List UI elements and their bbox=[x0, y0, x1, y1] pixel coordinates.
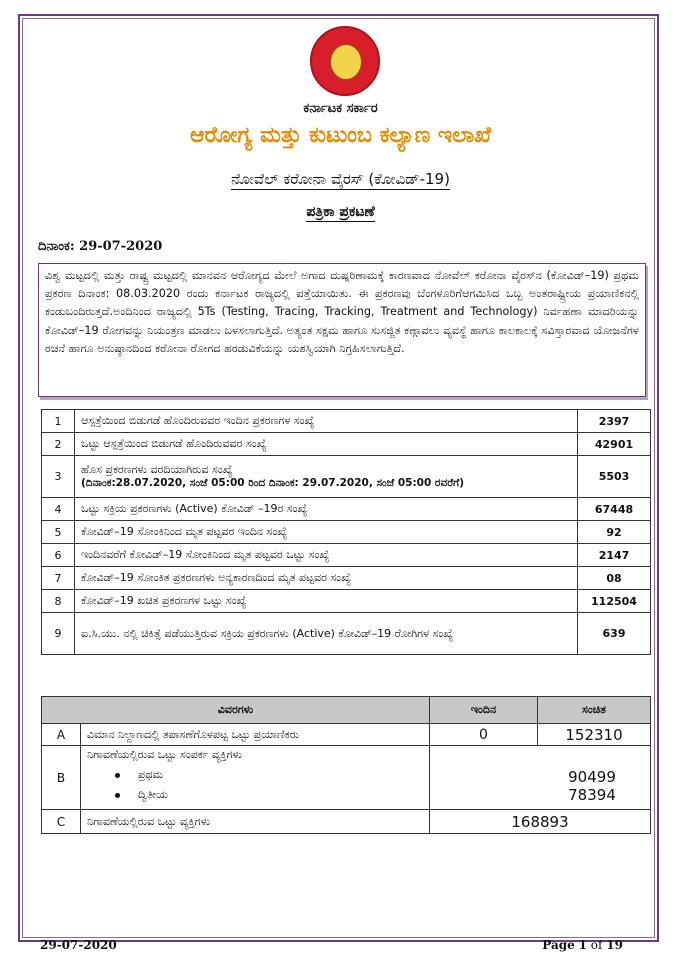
sub-item-label: ದ್ವಿತೀಯ bbox=[138, 788, 168, 801]
table-row bbox=[42, 544, 651, 567]
bullet-icon bbox=[115, 773, 120, 778]
row-label: ನಿಗಾವಣೆಯಲ್ಲಿರುವ ಒಟ್ಟು ಸಂಪರ್ಕ ವ್ಯಕ್ತಿಗಳು bbox=[87, 748, 242, 761]
row-value: 2397 bbox=[578, 410, 651, 433]
government-name: ಕರ್ನಾಟಕ ಸರ್ಕಾರ bbox=[303, 101, 378, 116]
list-item bbox=[115, 768, 423, 782]
footer-date: 29-07-2020 bbox=[40, 938, 117, 952]
row-label: ವಿಮಾನ ನಿಲ್ದಾಣದಲ್ಲಿ ತಪಾಸಣೆಗೊಳಪಟ್ಟ ಒಟ್ಟು ಪ್ರಯಾಣಿಕರು bbox=[81, 724, 430, 746]
details-header-row bbox=[42, 697, 651, 724]
row-cumulative: 168893 bbox=[430, 810, 651, 834]
table-row bbox=[42, 410, 651, 433]
page-total: 19 bbox=[606, 938, 623, 952]
row-label: ಹೊಸ ಪ್ರಕರಣಗಳು ವರದಿಯಾಗಿರುವ ಸಂಖ್ಯೆ bbox=[81, 463, 233, 476]
row-value: 67448 bbox=[578, 498, 651, 521]
header-details: ವಿವರಗಳು bbox=[42, 697, 430, 724]
header-today: ಇಂದಿನ bbox=[430, 697, 538, 724]
row-label-cell bbox=[75, 456, 578, 498]
row-label: ಇಂದಿನವರೆಗೆ ಕೋವಿಡ್–19 ಸೋಂಕಿನಿಂದ ಮೃತ ಪಟ್ಟವರ ಒಟ್ಟು ಸಂಖ್ಯೆ bbox=[75, 544, 578, 567]
seal-emblem bbox=[330, 44, 362, 80]
details-table bbox=[41, 696, 651, 834]
table-row bbox=[42, 433, 651, 456]
of-word: of bbox=[590, 938, 603, 952]
row-number: 5 bbox=[42, 521, 75, 544]
bullet-icon bbox=[115, 793, 120, 798]
row-number: 4 bbox=[42, 498, 75, 521]
karnataka-seal-icon bbox=[310, 26, 380, 96]
page-word: Page bbox=[542, 938, 575, 952]
row-number: 7 bbox=[42, 567, 75, 590]
page-number bbox=[542, 938, 623, 952]
row-value: 92 bbox=[578, 521, 651, 544]
doc-type-heading bbox=[0, 204, 681, 220]
row-number: 9 bbox=[42, 613, 75, 655]
row-number: 8 bbox=[42, 590, 75, 613]
table-row bbox=[42, 724, 651, 746]
table-row bbox=[42, 590, 651, 613]
row-value: 112504 bbox=[578, 590, 651, 613]
table-row bbox=[42, 613, 651, 655]
row-label: ಕೋವಿಡ್–19 ಸೋಂಕಿತ ಪ್ರಕರಣಗಳು ಅನ್ಯಕಾರಣದಿಂದ ಮೃತ ಪಟ್ಟವರ ಸಂಖ್ಯೆ bbox=[75, 567, 578, 590]
row-today: 0 bbox=[430, 724, 538, 746]
row-key: C bbox=[42, 810, 81, 834]
table-row bbox=[42, 456, 651, 498]
row-label-cell bbox=[81, 746, 430, 810]
row-label: ನಿಗಾವಣೆಯಲ್ಲಿರುವ ಒಟ್ಟು ವ್ಯಕ್ತಿಗಳು bbox=[81, 810, 430, 834]
row-value: 08 bbox=[578, 567, 651, 590]
page-current: 1 bbox=[578, 938, 587, 952]
row-number: 2 bbox=[42, 433, 75, 456]
row-number: 3 bbox=[42, 456, 75, 498]
list-item bbox=[115, 788, 423, 802]
table-row bbox=[42, 521, 651, 544]
subject-heading bbox=[0, 170, 681, 188]
header-cumulative: ಸಂಚಿತ bbox=[538, 697, 651, 724]
cumulative-second: 78394 bbox=[568, 785, 616, 804]
row-value: 2147 bbox=[578, 544, 651, 567]
row-cumulative: 152310 bbox=[538, 724, 651, 746]
row-label: ಐ.ಸಿ.ಯು. ನಲ್ಲಿ ಚಿಕಿತ್ಸೆ ಪಡೆಯುತ್ತಿರುವ ಸಕ್ರಿಯ ಪ್ರಕರಣಗಳು (Active) ಕೋವಿಡ್–19 ರೋಗಿಗಳ ಸಂಖ್ಯೆ bbox=[75, 613, 578, 655]
row-label: ಕೋವಿಡ್–19 ಸೋಂಕಿನಿಂದ ಮೃತ ಪಟ್ಟವರ ಇಂದಿನ ಸಂಖ್ಯೆ bbox=[75, 521, 578, 544]
row-label: ಒಟ್ಟು ಸಕ್ರಿಯ ಪ್ರಕರಣಗಳು (Active) ಕೋವಿಡ್ –19ರ ಸಂಖ್ಯೆ bbox=[75, 498, 578, 521]
row-label: ಆಸ್ಪತ್ರೆಯಿಂದ ಬಿಡುಗಡೆ ಹೊಂದಿರುವವರ ಇಂದಿನ ಪ್ರಕರಣಗಳ ಸಂಖ್ಯೆ bbox=[75, 410, 578, 433]
row-label: ಒಟ್ಟು ಆಸ್ಪತ್ರೆಯಿಂದ ಬಿಡುಗಡೆ ಹೊಂದಿರುವವರ ಸಂಖ್ಯೆ bbox=[75, 433, 578, 456]
row-value: 5503 bbox=[578, 456, 651, 498]
sub-item-label: ಪ್ರಥಮ bbox=[138, 768, 164, 781]
table-row bbox=[42, 746, 651, 810]
row-key: B bbox=[42, 746, 81, 810]
subject-text: ನೋವೆಲ್ ಕರೋನಾ ವೈರಸ್ (ಕೋವಿಡ್-19) bbox=[231, 170, 450, 188]
row-value: 639 bbox=[578, 613, 651, 655]
row-number: 6 bbox=[42, 544, 75, 567]
row-label: ಕೋವಿಡ್–19 ಖಚಿತ ಪ್ರಕರಣಗಳ ಒಟ್ಟು ಸಂಖ್ಯೆ bbox=[75, 590, 578, 613]
cumulative-first: 90499 bbox=[568, 767, 616, 786]
department-title: ಆರೋಗ್ಯ ಮತ್ತು ಕುಟುಂಬ ಕಲ್ಯಾಣ ಇಲಾಖೆ bbox=[189, 122, 492, 148]
row-sublabel: (ದಿನಾಂಕ:28.07.2020, ಸಂಜೆ 05:00 ರಿಂದ ದಿನಾಂಕ: 29.07.2020, ಸಂಜೆ 05:00 ರವರೆಗೆ) bbox=[81, 477, 465, 489]
table-row bbox=[42, 498, 651, 521]
table-row bbox=[42, 567, 651, 590]
row-value: 42901 bbox=[578, 433, 651, 456]
row-key: A bbox=[42, 724, 81, 746]
table-row bbox=[42, 810, 651, 834]
doc-type-text: ಪತ್ರಿಕಾ ಪ್ರಕಟಣೆ bbox=[306, 204, 375, 220]
row-cumulative-cell bbox=[430, 746, 651, 810]
intro-paragraph: ವಿಶ್ವ ಮಟ್ಟದಲ್ಲಿ ಮತ್ತು ರಾಷ್ಟ್ರ ಮಟ್ಟದಲ್ಲಿ ಮಾನವನ ಆರೋಗ್ಯದ ಮೇಲೆ ಅಗಾದ ದುಷ್ಪರಿಣಾಮಕ್ಕೆ ಕಾರಣವಾದ ನೋವೆಲ್ ಕರೋನಾ ವೈರಸ್‌ನ (ಕೋವಿಡ್–19) ಪ್ರಥಮ ಪ್ರಕರಣ ದಿನಾಂಕ: 08.03.2020 ರಂದು ಕರ್ನಾಟಕ ರಾಜ್ಯದಲ್ಲಿ ಪತ್ತೆಯಾಯಿತು. ಈ ಪ್ರಕರಣವು ಬೆಂಗಳೂರಿಗೆಆಗಮಿಸಿದ ಒಬ್ಬ ಅಂತರಾಷ್ಟ್ರೀಯ ಪ್ರಯಾಣಿಕನಲ್ಲಿ ಕಂಡುಬಂದಿರುತ್ತದೆ.ಅಂದಿನಿಂದ ರಾಜ್ಯದಲ್ಲಿ 5Ts (Testing, Tracing, Tracking, Treatment and Technology) ನಿರ್ವಹಣಾ ಮಾದರಿಯನ್ನು ಕೋವಿಡ್–19 ರೋಗವನ್ನು ನಿಯಂತ್ರಣ ಮಾಡಲು ಬಳಸಲಾಗುತ್ತಿದೆ. ಅತ್ಯಂತ ಸಕ್ಷಮ ಹಾಗೂ ಸುಸಜ್ಜಿತ ಕಣ್ಗಾವಲು ವ್ಯವಸ್ಥೆ ಹಾಗೂ ಕಾಲಕಾಲಕ್ಕೆ ಸವಿಸ್ತಾರವಾದ ಯೋಜನೆಗಳ ರಚನೆ ಹಾಗೂ ಅನುಷ್ಠಾನದಿಂದ ಕರೋನಾ ರೋಗದ ಹರಡುವಿಕೆಯನ್ನು ಯಶಸ್ವಿಯಾಗಿ ನಿಗ್ರಹಿಸಲಾಗುತ್ತಿದೆ. bbox=[38, 263, 646, 397]
date-line: ದಿನಾಂಕ: 29-07-2020 bbox=[38, 239, 163, 254]
row-number: 1 bbox=[42, 410, 75, 433]
summary-table bbox=[41, 409, 651, 655]
